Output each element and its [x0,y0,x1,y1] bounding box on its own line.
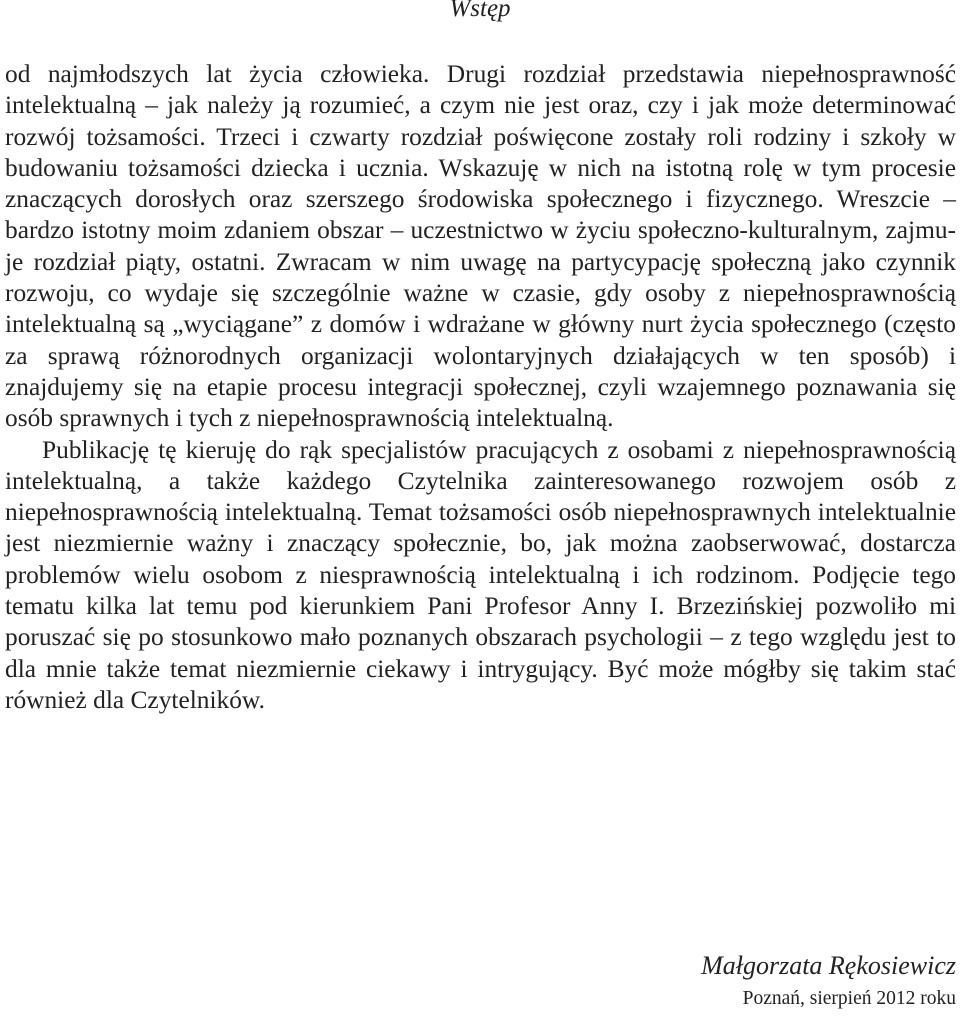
paragraph: Publikację tę kieruję do rąk specjalistów pracujących z osobami z niepełnosprawnością intelektualną, a także każdego Czytelnika zainteresowanego rozwojem osób z niepełnosprawnością intelektualną. Temat tożsamości osób niepełnosprawnych intelektualnie jest niezmiernie ważny i znaczący społecznie, bo, jak można zaobserwować, dostarcza problemów wielu osobom z niesprawnością intelektualną i ich rodzinom. Podjęcie tego tematu kilka lat temu pod kierunkiem Pani Profesor Anny I. Brzezińskiej pozwoliło mi poruszać się po stosunkowo mało poznanych obszarach psychologii – z tego względu jest to dla mnie także temat niezmiernie ciekawy i intrygujący. Być może mógłby się takim stać również dla Czytelników. [5,435,956,714]
running-head: Wstęp [449,0,511,22]
place-date: Poznań, sierpień 2012 roku [742,988,956,1009]
author-signature: Małgorzata Rękosiewicz [701,951,956,980]
body-text [5,59,956,716]
paragraph: od najmłodszych lat życia człowieka. Drugi rozdział przedstawia niepełnosprawność intelektualną – jak należy ją rozumieć, a czym nie jest oraz, czy i jak może determinować rozwój tożsamości. Trzeci i czwarty rozdział poświęcone zostały roli rodziny i szkoły w budowaniu tożsamości dziecka i ucznia. Wskazuję w nich na istotną rolę w tym procesie znaczących dorosłych oraz szerszego środowiska społecznego i fizycznego. Wreszcie – bardzo istotny moim zdaniem obszar – uczestnictwo w życiu społeczno-kulturalnym, zajmuje rozdział piąty, ostatni. Zwracam w nim uwagę na partycypację społeczną jako czynnik rozwoju, co wydaje się szczególnie ważne w czasie, gdy osoby z niepełnosprawnością intelektualną są „wyciągane” z domów i wdrażane w główny nurt życia społecznego (często za sprawą różnorodnych organizacji wolontaryjnych działających w ten sposób) i znajdujemy się na etapie procesu integracji społecznej, czyli wzajemnego poznawania się osób sprawnych i tych z niepełnosprawnością intelektualną. [5,60,956,433]
